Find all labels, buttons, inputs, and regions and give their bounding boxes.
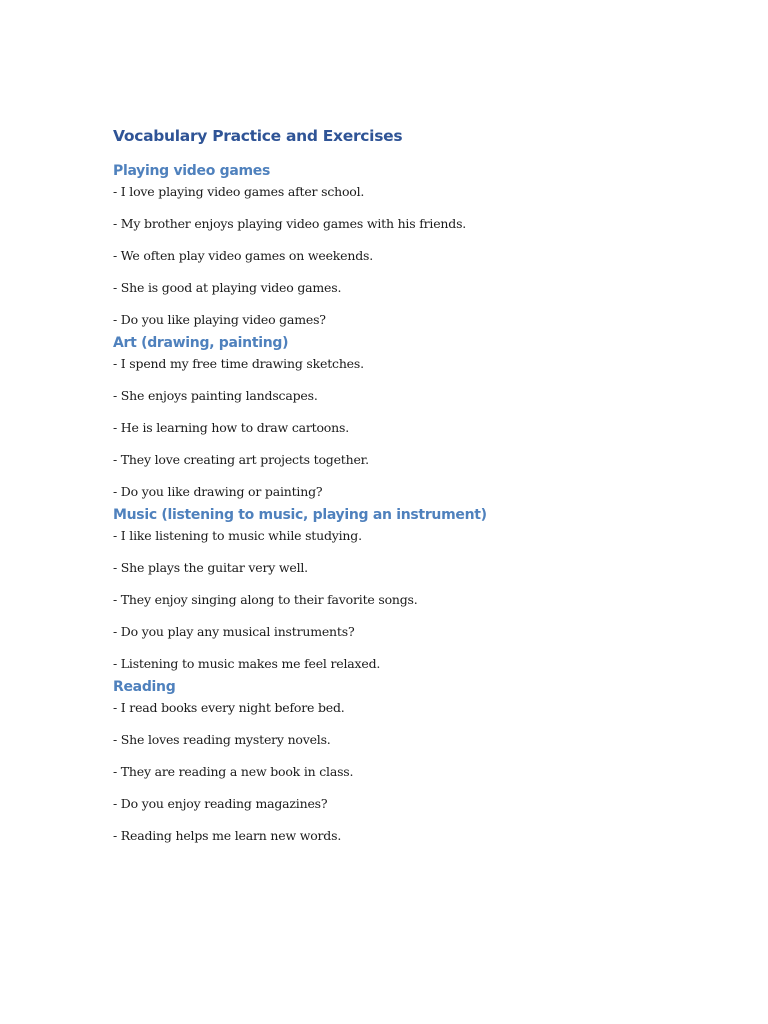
sentence: - My brother enjoys playing video games with his friends. bbox=[113, 216, 467, 231]
section-reading bbox=[113, 676, 673, 848]
section-art bbox=[113, 332, 673, 504]
sentence: - I spend my free time drawing sketches. bbox=[113, 356, 364, 371]
sentence: - They are reading a new book in class. bbox=[113, 764, 354, 779]
sentence: - They love creating art projects together. bbox=[113, 452, 369, 467]
sentence-list bbox=[113, 698, 673, 848]
document-title: Vocabulary Practice and Exercises bbox=[113, 127, 403, 145]
sentence: - Do you like drawing or painting? bbox=[113, 484, 323, 499]
section-music bbox=[113, 504, 673, 676]
sentence: - Listening to music makes me feel relaxed. bbox=[113, 656, 381, 671]
sentence: - I love playing video games after school. bbox=[113, 184, 365, 199]
document-page bbox=[113, 124, 673, 848]
sentence-list bbox=[113, 182, 673, 332]
sentence: - Do you like playing video games? bbox=[113, 312, 326, 327]
sentence: - I read books every night before bed. bbox=[113, 700, 345, 715]
section-playing-video-games bbox=[113, 160, 673, 332]
sentence: - They enjoy singing along to their favorite songs. bbox=[113, 592, 418, 607]
section-heading: Art (drawing, painting) bbox=[113, 335, 289, 351]
sentence: - Do you play any musical instruments? bbox=[113, 624, 355, 639]
section-heading: Playing video games bbox=[113, 163, 270, 179]
sentence-list bbox=[113, 354, 673, 504]
section-heading: Reading bbox=[113, 679, 176, 695]
sentence: - He is learning how to draw cartoons. bbox=[113, 420, 349, 435]
sentence: - Do you enjoy reading magazines? bbox=[113, 796, 328, 811]
sentence: - Reading helps me learn new words. bbox=[113, 828, 342, 843]
sentence-list bbox=[113, 526, 673, 676]
sentence: - She is good at playing video games. bbox=[113, 280, 342, 295]
section-heading: Music (listening to music, playing an instrument) bbox=[113, 507, 487, 523]
sentence: - I like listening to music while studying. bbox=[113, 528, 362, 543]
sentence: - She enjoys painting landscapes. bbox=[113, 388, 318, 403]
sentence: - We often play video games on weekends. bbox=[113, 248, 373, 263]
sentence: - She plays the guitar very well. bbox=[113, 560, 308, 575]
sentence: - She loves reading mystery novels. bbox=[113, 732, 331, 747]
